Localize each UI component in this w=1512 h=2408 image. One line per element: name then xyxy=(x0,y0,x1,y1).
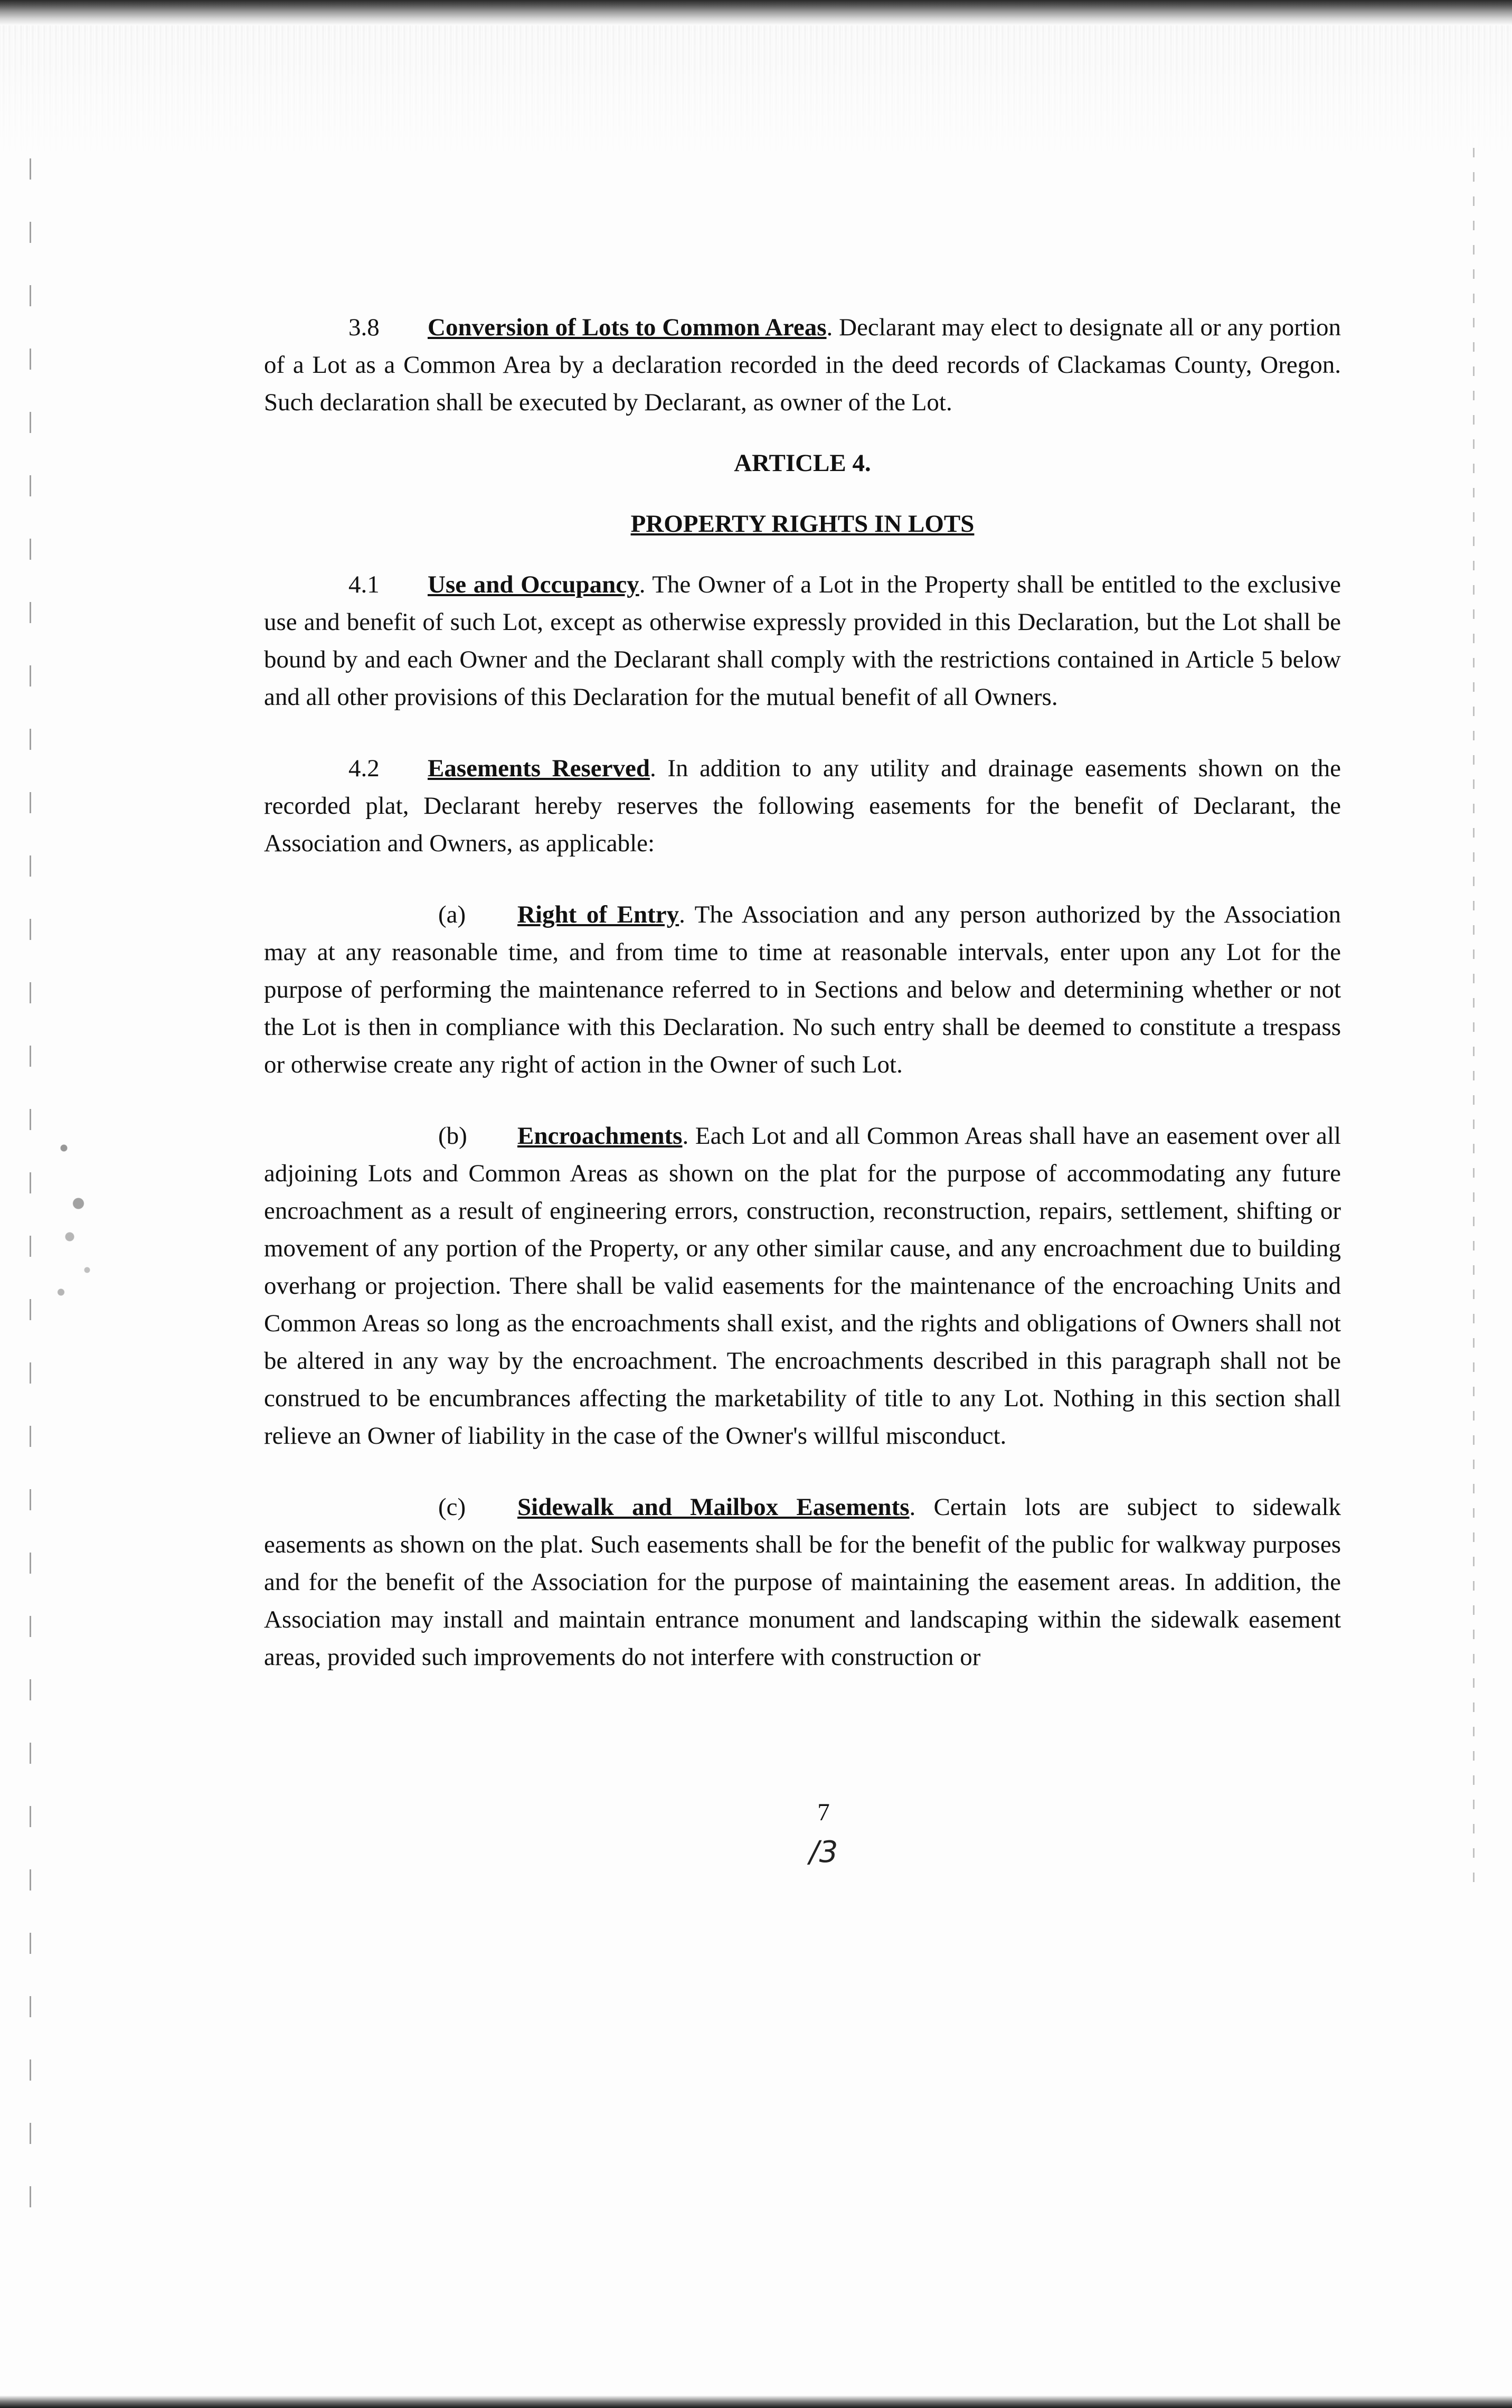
section-4-2 xyxy=(264,750,1341,862)
section-heading: Conversion of Lots to Common Areas xyxy=(428,314,827,341)
section-number: 4.1 xyxy=(348,571,380,598)
scan-edge-left xyxy=(30,158,31,2218)
article-title: ARTICLE 4. xyxy=(734,449,871,477)
section-number: 3.8 xyxy=(348,314,380,341)
subsection-heading: Sidewalk and Mailbox Easements xyxy=(517,1493,910,1521)
document-body xyxy=(264,309,1341,1676)
article-subtitle: PROPERTY RIGHTS IN LOTS xyxy=(630,510,975,538)
section-3-8 xyxy=(264,309,1341,421)
subsection-text: . Certain lots are subject to sidewalk easements as shown on the plat. Such easements shall be for the benefit of the public for walkway purposes and for the benefit of the Association for the purpose of maintaining the easement areas. In addition, the Association may install and maintain entrance monument and landscaping within the sidewalk easement areas, provided such improvements do not interfere with construction or xyxy=(264,1493,1341,1671)
section-text: . Declarant may elect to designate all or any portion of a Lot as a Common Area by a declaration recorded in the deed records of Clackamas County, Oregon. Such declaration shall be executed by Declarant, as owner of the Lot. xyxy=(264,314,1341,416)
subsection-b xyxy=(264,1117,1341,1455)
scan-edge-bottom xyxy=(0,2395,1512,2408)
section-text: . In addition to any utility and drainage easements shown on the recorded plat, Declarant hereby reserves the following easements for the benefit of Declarant, the Association and Owners, as applicable: xyxy=(264,755,1341,857)
subsection-number: (a) xyxy=(438,901,466,928)
subsection-c xyxy=(264,1489,1341,1676)
scan-noise-top xyxy=(0,25,1512,163)
subsection-text: . Each Lot and all Common Areas shall have an easement over all adjoining Lots and Common Areas as shown on the plat for the purpose of accommodating any future encroachment as a result of engineering errors, construction, reconstruction, repairs, settlement, shifting or movement of any portion of the Property, or any other similar cause, and any encroachment due to building overhang or projection. There shall be valid easements for the maintenance of the encroaching Units and Common Areas so long as the encroachments shall exist, and the rights and obligations of Owners shall not be altered in any way by the encroachment. The encroachments described in this paragraph shall not be construed to be encumbrances affecting the marketability of title to any Lot. Nothing in this section shall relieve an Owner of liability in the case of the Owner's willful misconduct. xyxy=(264,1122,1341,1450)
section-text: . The Owner of a Lot in the Property shall be entitled to the exclusive use and benefit of such Lot, except as otherwise expressly provided in this Declaration, but the Lot shall be bound by and each Owner and the Declarant shall comply with the restrictions contained in Article 5 below and all other provisions of this Declaration for the mutual benefit of all Owners. xyxy=(264,571,1341,711)
page-number: 7 xyxy=(817,1799,830,1826)
scan-edge-right xyxy=(1473,148,1475,1890)
subsection-a xyxy=(264,896,1341,1084)
handwritten-page-number: /3 xyxy=(809,1835,838,1869)
section-heading: Use and Occupancy xyxy=(428,571,639,598)
scan-edge-top xyxy=(0,0,1512,25)
subsection-number: (c) xyxy=(438,1493,466,1521)
subsection-heading: Right of Entry xyxy=(517,901,679,928)
section-4-1 xyxy=(264,566,1341,716)
section-heading: Easements Reserved xyxy=(428,755,650,782)
section-number: 4.2 xyxy=(348,755,380,782)
subsection-number: (b) xyxy=(438,1122,467,1150)
subsection-text: . The Association and any person authorized by the Association may at any reasonable time, and from time to time at reasonable intervals, enter upon any Lot for the purpose of performing the maintenance referred to in Sections and below and determining whether or not the Lot is then in compliance with this Declaration. No such entry shall be deemed to constitute a trespass or otherwise create any right of action in the Owner of such Lot. xyxy=(264,901,1341,1078)
subsection-heading: Encroachments xyxy=(517,1122,683,1150)
scan-speckle xyxy=(46,1104,105,1325)
